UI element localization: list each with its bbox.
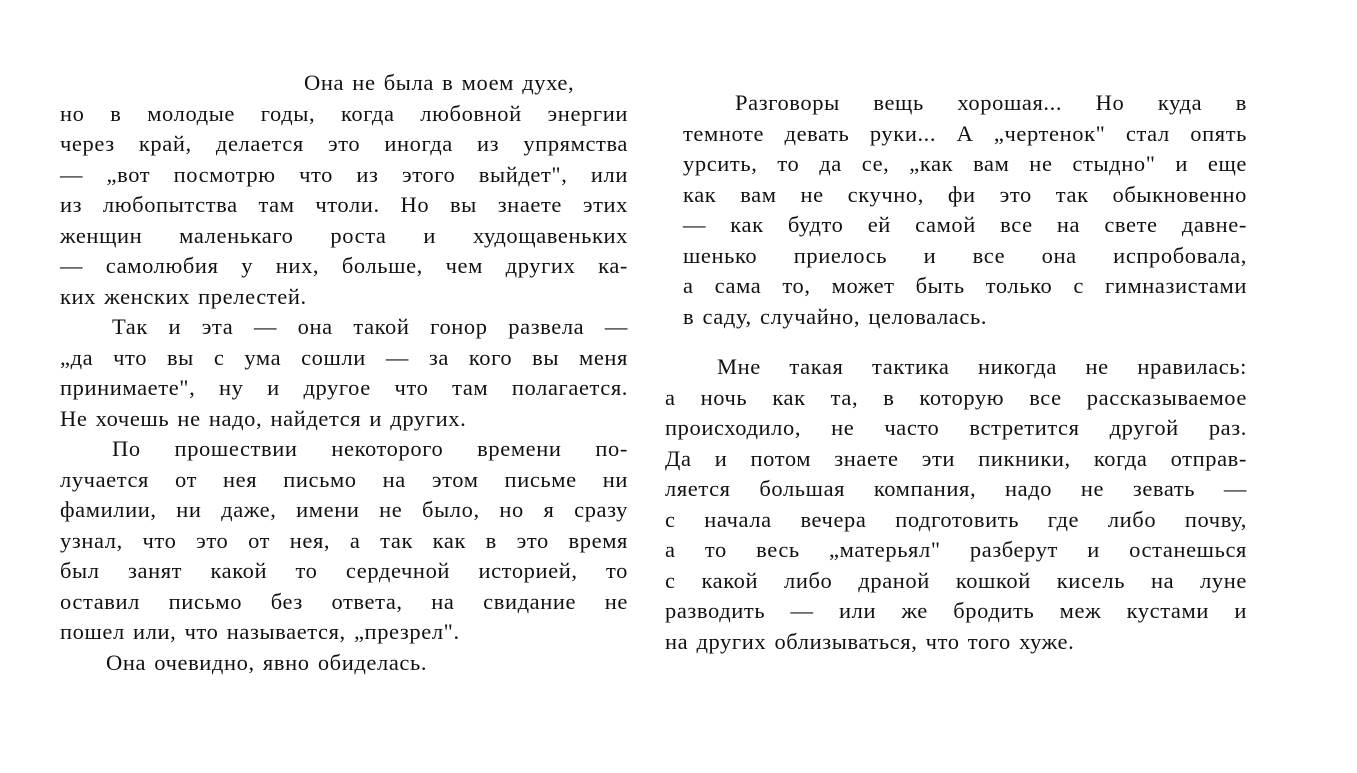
text-line: — самолюбия у них, больше, чем других ка-	[60, 253, 628, 278]
text-line: Разговоры вещь хорошая... Но куда в	[735, 90, 1247, 115]
text-line: Не хочешь не надо, найдется и других.	[60, 405, 467, 431]
text-line: а ночь как та, в которую все рассказываемое	[665, 384, 1247, 410]
text-line: темноте девать руки... А „чертенок" стал опять	[683, 120, 1247, 146]
text-line: шенько приелось и все она испробовала,	[683, 242, 1247, 268]
right-paragraph-1	[665, 88, 1247, 332]
text-line: „да что вы с ума сошли — за кого вы меня	[60, 344, 628, 370]
text-line: Она очевидно, явно обиделась.	[106, 649, 428, 675]
text-line: в саду, случайно, целовалась.	[683, 303, 988, 329]
text-line: Мне такая тактика никогда не нравилась:	[717, 354, 1247, 379]
text-line: но в молодые годы, когда любовной энергии	[60, 100, 628, 126]
text-line: Так и эта — она такой гонор развела —	[112, 314, 628, 339]
text-line: оставил письмо без ответа, на свидание не	[60, 588, 628, 614]
text-line: Она не была в моем духе,	[304, 70, 575, 95]
right-paragraph-2	[665, 352, 1247, 657]
text-line: ких женских прелестей.	[60, 283, 307, 309]
text-line: происходило, не часто встретится другой раз.	[665, 415, 1247, 440]
text-line: женщин маленькаго роста и худощавеньких	[60, 222, 628, 248]
text-line: узнал, что это от нея, а так как в это время	[60, 527, 628, 553]
right-text-column	[665, 88, 1247, 657]
text-line: принимаете", ну и другое что там полагается.	[60, 375, 628, 400]
text-line: урсить, то да се, „как вам не стыдно" и еще	[683, 151, 1247, 176]
text-line: пошел или, что называется, „презрел".	[60, 619, 460, 644]
text-line: лучается от нея письмо на этом письме ни	[60, 466, 628, 492]
text-line: фамилии, ни даже, имени не было, но я сразу	[60, 497, 628, 522]
text-line: — „вот посмотрю что из этого выйдет", или	[60, 161, 628, 187]
text-line: через край, делается это иногда из упрямства	[60, 131, 628, 156]
text-line: был занят какой то сердечной историей, то	[60, 558, 628, 583]
text-line: а сама то, может быть только с гимназистами	[683, 273, 1247, 298]
text-line: — как будто ей самой все на свете давне-	[683, 212, 1247, 237]
text-line: с какой либо драной кошкой кисель на луне	[665, 567, 1247, 593]
text-line: разводить — или же бродить меж кустами и	[665, 598, 1247, 623]
text-line: из любопытства там чтоли. Но вы знаете этих	[60, 192, 628, 217]
text-line: По прошествии некоторого времени по-	[112, 436, 628, 461]
text-line: а то весь „матерьял" разберут и останешься	[665, 537, 1247, 562]
text-line: как вам не скучно, фи это так обыкновенно	[683, 181, 1247, 207]
text-line: с начала вечера подготовить где либо почву,	[665, 506, 1247, 532]
left-text-column	[60, 68, 628, 678]
text-line: Да и потом знаете эти пикники, когда отправ-	[665, 445, 1247, 471]
paragraph-gap	[665, 332, 1247, 352]
text-line: ляется большая компания, надо не зевать —	[665, 476, 1247, 501]
text-line: на других облизываться, что того хуже.	[665, 628, 1075, 654]
